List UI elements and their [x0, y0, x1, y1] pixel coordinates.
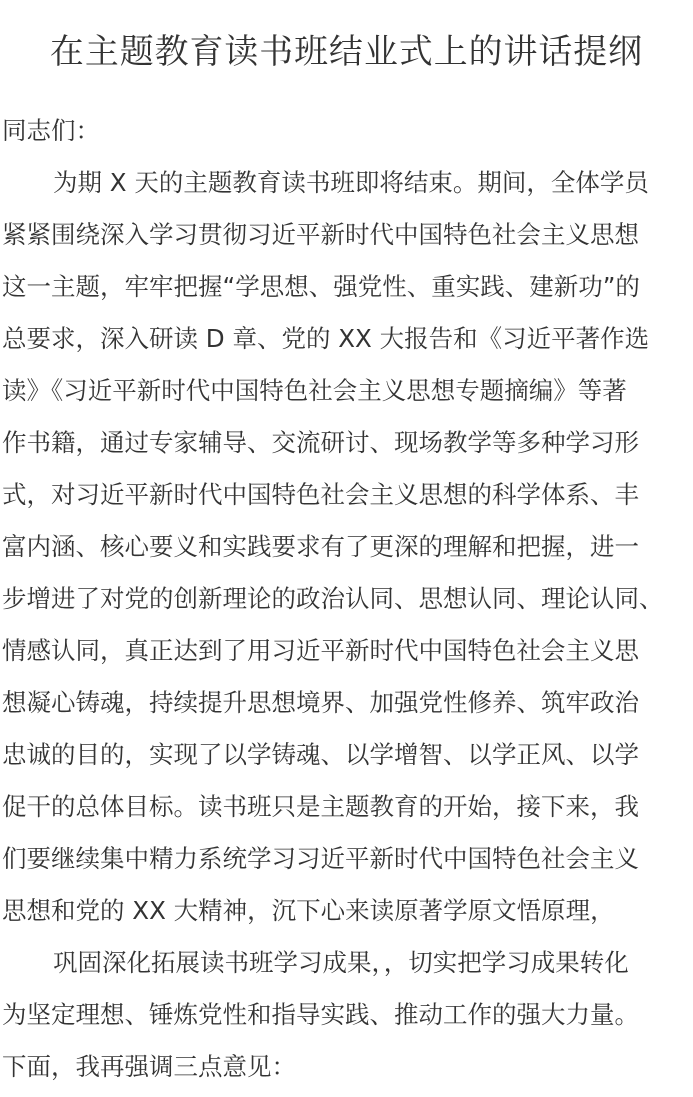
- paragraph-line: 总要求，深入研读 D 章、党的 XX 大报告和《习近平著作选: [2, 324, 650, 353]
- paragraph-line: 思想和党的 XX 大精神，沉下心来读原著学原文悟原理，: [2, 896, 615, 925]
- paragraph-line: 为坚定理想、锤炼党性和指导实践、推动工作的强大力量。: [2, 1000, 639, 1029]
- paragraph-line: 们要继续集中精力系统学习习近平新时代中国特色社会主义: [2, 844, 639, 873]
- paragraph-line: 想凝心铸魂，持续提升思想境界、加强党性修养、筑牢政治: [2, 688, 639, 717]
- paragraph-line: 巩固深化拓展读书班学习成果，，切实把学习成果转化: [53, 948, 629, 977]
- paragraph-line: 作书籍，通过专家辅导、交流研讨、现场教学等多种学习形: [2, 428, 639, 457]
- paragraph-line: 式，对习近平新时代中国特色社会主义思想的科学体系、丰: [2, 480, 639, 509]
- paragraph-line: 为期 X 天的主题教育读书班即将结束。期间，全体学员: [53, 168, 649, 197]
- salutation: 同志们：: [2, 116, 100, 145]
- document-title: 在主题教育读书班结业式上的讲话提纲: [49, 32, 644, 71]
- paragraph-line: 这一主题，牢牢把握“学思想、强党性、重实践、建新功”的: [2, 272, 640, 301]
- paragraph-line: 情感认同，真正达到了用习近平新时代中国特色社会主义思: [2, 636, 639, 665]
- paragraph-line: 促干的总体目标。读书班只是主题教育的开始，接下来，我: [2, 792, 639, 821]
- paragraph-line: 紧紧围绕深入学习贯彻习近平新时代中国特色社会主义思想: [2, 220, 639, 249]
- paragraph-line: 下面，我再强调三点意见：: [2, 1052, 296, 1081]
- paragraph-line: 富内涵、核心要义和实践要求有了更深的理解和把握，进一: [2, 532, 639, 561]
- paragraph-line: 忠诚的目的，实现了以学铸魂、以学增智、以学正风、以学: [2, 740, 639, 769]
- paragraph-line: 读》《习近平新时代中国特色社会主义思想专题摘编》等著: [2, 376, 627, 405]
- paragraph-line: 步增进了对党的创新理论的政治认同、思想认同、理论认同、: [2, 584, 664, 613]
